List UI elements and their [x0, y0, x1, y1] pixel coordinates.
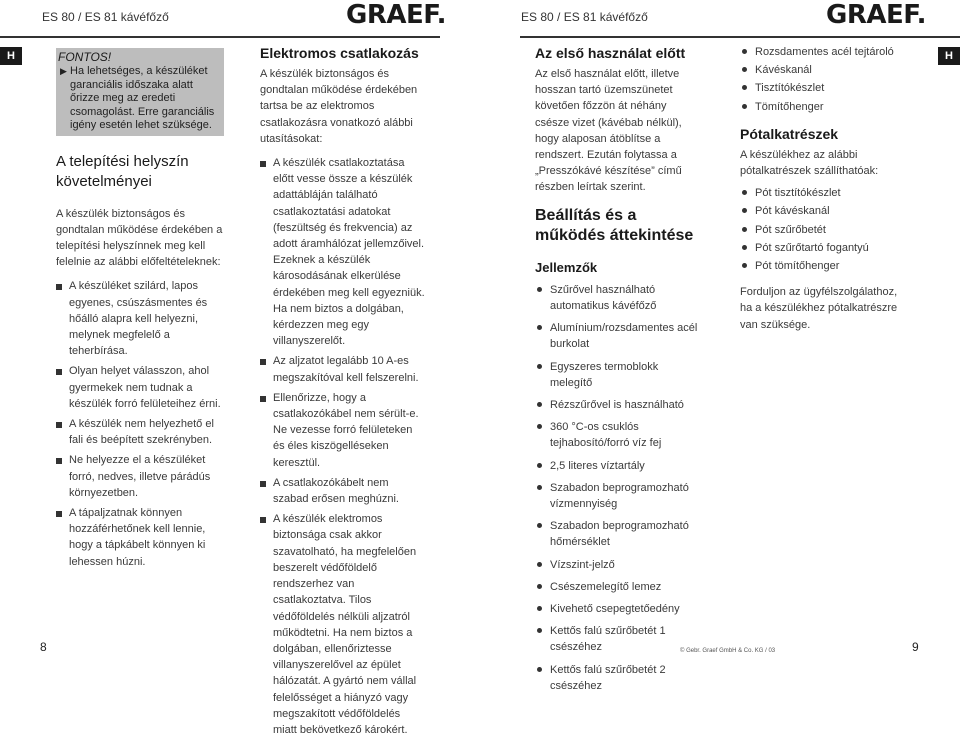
- header-rule-right: [520, 36, 960, 38]
- list-item: Szabadon beprogramozható vízmennyiség: [535, 480, 699, 512]
- list-item: Pót szűrőbetét: [740, 222, 910, 238]
- list-item: Pót kávéskanál: [740, 203, 910, 219]
- features-heading: Jellemzők: [535, 259, 598, 275]
- list-item: Az aljzatot legalább 10 A-es megszakítóval kell felszerelni.: [260, 353, 427, 385]
- left-page-model: ES 80 / ES 81 kávéfőző: [42, 10, 169, 24]
- list-item: A készülék nem helyezhető el fali és beépített szekrényben.: [56, 416, 224, 448]
- column-1: [56, 48, 224, 574]
- list-item: Kávéskanál: [740, 62, 910, 78]
- list-item: A tápaljzatnak könnyen hozzáférhetőnek kell lennie, hogy a tápkábelt könnyen ki lehessen húzni.: [56, 505, 224, 570]
- spare-parts-outro: Forduljon az ügyfélszolgálathoz, ha a készülékhez pótalkatrészre van szüksége.: [740, 286, 898, 331]
- list-item: A készülék elektromos biztonsága csak akkor szavatolható, ha megfelelően beszerelt védőföldelő rendszerhez van csatlakoztatva. Tilos védőföldelés nélküli aljzatról működtetni. Ha nem biztos a dolgában, ellenőriztesse villanyszerelővel az épület hálózatát. A gyártó nem vállal felelősséget a hiányzó vagy megszakított védőföldelés miatt bekövetkező károkért.: [260, 511, 427, 738]
- warning-box: [56, 48, 224, 136]
- installation-intro: A készülék biztonságos és gondtalan működése érdekében a telepítési helyszínnek meg kell felelnie az alábbi előfeltételeknek:: [56, 207, 223, 269]
- list-item: Rozsdamentes acél tejtároló: [740, 44, 910, 60]
- right-page-model: ES 80 / ES 81 kávéfőző: [521, 10, 648, 24]
- language-tab-left: H: [0, 47, 22, 65]
- list-item: Olyan helyet válasszon, ahol gyermekek nem tudnak a készülék forró felületeihez érni.: [56, 363, 224, 412]
- list-item: Csészemelegítő lemez: [535, 579, 699, 595]
- electrical-intro: A készülék biztonságos és gondtalan működése érdekében tartsa be az elektromos csatlakozásra vonatkozó alábbi utasításokat:: [260, 68, 418, 145]
- list-item: Ne helyezze el a készüléket forró, nedves, illetve párádús környezetben.: [56, 452, 224, 501]
- installation-heading: A telepítési helyszín követelményei: [56, 152, 189, 190]
- accessories-list: [740, 44, 910, 115]
- list-item: Egyszeres termoblokk melegítő: [535, 359, 699, 391]
- copyright-notice: © Gebr. Graef GmbH & Co. KG / 03: [680, 648, 776, 654]
- spare-parts-heading: Pótalkatrészek: [740, 125, 839, 142]
- list-item: Ellenőrizze, hogy a csatlakozókábel nem sérült-e. Ne vezesse forró felületeken és éles kiszögelléseken keresztül.: [260, 390, 427, 471]
- page-number-right: 9: [912, 640, 919, 654]
- spare-parts-intro: A készülékhez az alábbi pótalkatrészek szállíthatóak:: [740, 148, 879, 178]
- warning-title: FONTOS!: [58, 50, 112, 64]
- list-item: Szabadon beprogramozható hőmérséklet: [535, 518, 699, 550]
- header-rule-left: [0, 36, 440, 38]
- list-item: Tisztítókészlet: [740, 80, 910, 96]
- first-use-intro: Az első használat előtt, illetve hosszan tartó üzemszünetet követően főzzön át néhány csésze vizet (kávébab nélkül), hogy alaposan átöblítse a rendszert. Ezután folytassa a „Presszókávé készítése” című részben leírtak szerint.: [535, 68, 682, 194]
- features-list: [535, 282, 699, 694]
- list-item: A készüléket szilárd, lapos egyenes, csúszásmentes és hőálló alapra kell helyezni, melynek megfelelő a teherbírása.: [56, 278, 224, 359]
- first-use-heading: Az első használat előtt: [535, 45, 686, 61]
- list-item: Tömítőhenger: [740, 99, 910, 115]
- installation-list: [56, 278, 224, 569]
- list-item: Szűrővel használható automatikus kávéfőző: [535, 282, 699, 314]
- list-item: Pót szűrőtartó fogantyú: [740, 240, 910, 256]
- list-item: A készülék csatlakoztatása előtt vesse össze a készülék adattábláján található csatlakoztatási adatokat (feszültség és frekvencia) az adott áramhálózat jellemzőivel. Ezeknek a készülék károsodásának elkerülése érdekében meg kell egyezniük. Ha nem biztos a dolgában, kérdezzen meg egy villanyszerelőt.: [260, 155, 427, 349]
- list-item: Pót tisztítókészlet: [740, 185, 910, 201]
- list-item: Kivehető csepegtetőedény: [535, 601, 699, 617]
- warning-text: Ha lehetséges, a készüléket garanciális időszaka alatt őrizze meg az eredeti csomagolást. Erre garanciális igény esetén lehet szüksége.: [70, 65, 215, 131]
- list-item: Kettős falú szűrőbetét 1 csészéhez: [535, 623, 699, 655]
- list-item: 2,5 literes víztartály: [535, 458, 699, 474]
- language-tab-right: H: [938, 47, 960, 65]
- list-item: Kettős falú szűrőbetét 2 csészéhez: [535, 662, 699, 694]
- electrical-heading: Elektromos csatlakozás: [260, 45, 419, 61]
- graef-logo-left: GRAEF.: [346, 0, 447, 30]
- arrow-right-icon: ▶: [60, 66, 67, 76]
- page-number-left: 8: [40, 640, 47, 654]
- column-4: [740, 44, 910, 339]
- graef-logo-right: GRAEF.: [826, 0, 927, 30]
- warning-item: [58, 65, 218, 133]
- overview-heading: Beállítás és a működés áttekintése: [535, 206, 694, 244]
- list-item: Vízszint-jelző: [535, 557, 699, 573]
- spare-parts-list: [740, 185, 910, 274]
- list-item: A csatlakozókábelt nem szabad erősen meghúzni.: [260, 475, 427, 507]
- list-item: Pót tömítőhenger: [740, 258, 910, 274]
- column-2: [260, 44, 427, 742]
- electrical-list: [260, 155, 427, 738]
- list-item: Alumínium/rozsdamentes acél burkolat: [535, 320, 699, 352]
- column-3: [535, 44, 699, 700]
- list-item: Rézszűrővel is használható: [535, 397, 699, 413]
- list-item: 360 °C-os csuklós tejhabosító/forró víz fej: [535, 419, 699, 451]
